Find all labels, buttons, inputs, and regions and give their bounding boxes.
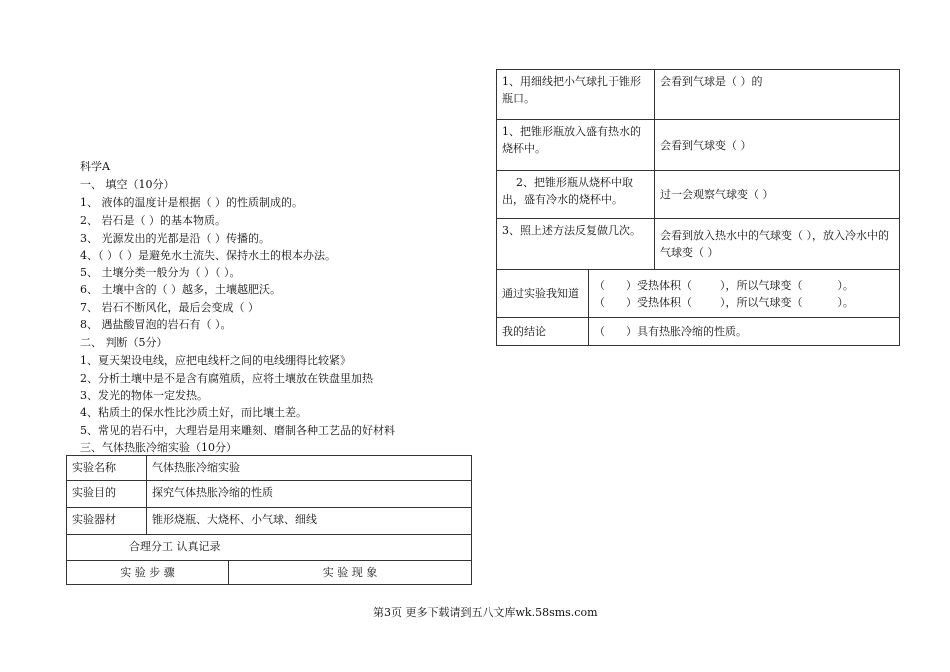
knowledge-cell: [589, 270, 900, 318]
phenomenon-cell: 会看到放入热水中的气球变（ ），放入冷水中的气球变（ ）: [655, 219, 900, 270]
judge-item-4: 4、粘质土的保水性比沙质土好，而比壤土差。: [80, 406, 307, 419]
knowledge-line-1: （ ）受热体积（ ），所以气球变（ ）。: [594, 278, 854, 292]
phenomenon-cell: 会看到气球是（ ）的: [655, 70, 900, 120]
column-header-phenomena: 实 验 现 象: [229, 561, 472, 585]
fill-item-7: 7、 岩石不断风化，最后会变成（ ）: [80, 301, 259, 314]
experiment-steps-table: [496, 69, 900, 346]
fill-item-5: 5、 土壤分类一般分为（ ）（ ）。: [80, 266, 241, 279]
fill-item-4: 4、（ ）（ ）是避免水土流失、保持水土的根本办法。: [80, 249, 336, 262]
page-footer: 第3页 更多下载请到五八文库wk.58sms.com: [373, 606, 598, 619]
step-cell: 2、把锥形瓶从烧杯中取出，盛有冷水的烧杯中。: [497, 171, 655, 219]
table-row: [497, 318, 900, 346]
step-cell: 1、把锥形瓶放入盛有热水的烧杯中。: [497, 120, 655, 171]
table-row: [67, 508, 472, 535]
division-label: 合理分工 认真记录: [67, 535, 472, 561]
table-row: [67, 481, 472, 508]
fill-item-8: 8、 遇盐酸冒泡的岩石有（ ）。: [80, 318, 232, 331]
table-row: [497, 270, 900, 318]
fill-item-6: 6、 土壤中含的（ ）越多，土壤越肥沃。: [80, 283, 281, 296]
row-value: 锥形烧瓶、大烧杯、小气球、细线: [147, 508, 472, 535]
row-label: 实验目的: [67, 481, 147, 508]
step-cell: 1、用细线把小气球扎于锥形瓶口。: [497, 70, 655, 120]
fill-item-3: 3、 光源发出的光都是沿（ ）传播的。: [80, 232, 270, 245]
judge-item-3: 3、发光的物体一定发热。: [80, 389, 208, 402]
knowledge-line-2: （ ）受热体积（ ），所以气球变（ ）。: [594, 295, 854, 309]
table-row: [497, 70, 900, 120]
row-label: 实验器材: [67, 508, 147, 535]
table-row: [497, 120, 900, 171]
fill-item-1: 1、 液体的温度计是根据（ ）的性质制成的。: [80, 196, 303, 209]
fill-item-2: 2、 岩石是（ ）的基本物质。: [80, 214, 226, 227]
document-title: 科学A: [80, 160, 110, 173]
phenomenon-cell: 过一会观察气球变（ ）: [655, 171, 900, 219]
table-row: [67, 535, 472, 561]
section-3-heading: 三、气体热胀冷缩实验（10分）: [80, 441, 237, 454]
judge-item-1: 1、夏天架设电线，应把电线杆之间的电线绷得比较紧》: [80, 354, 351, 367]
judge-item-2: 2、分析土壤中是不是含有腐殖质，应将土壤放在铁盘里加热: [80, 372, 373, 385]
table-row: [67, 456, 472, 481]
judge-item-5: 5、常见的岩石中，大理岩是用来雕刻、磨制各种工艺品的好材料: [80, 424, 395, 437]
table-row: [497, 171, 900, 219]
row-label: 实验名称: [67, 456, 147, 481]
phenomenon-cell: 会看到气球变（ ）: [655, 120, 900, 171]
conclusion-label: 我的结论: [497, 318, 589, 346]
table-row: [497, 219, 900, 270]
row-value: 探究气体热胀冷缩的性质: [147, 481, 472, 508]
step-cell: 3、照上述方法反复做几次。: [497, 219, 655, 270]
row-value: 气体热胀冷缩实验: [147, 456, 472, 481]
knowledge-label: 通过实验我知道: [497, 270, 589, 318]
section-1-heading: 一、 填空（10分）: [80, 178, 175, 191]
section-2-heading: 二、 判断（5分）: [80, 336, 168, 349]
column-header-steps: 实 验 步 骤: [67, 561, 229, 585]
table-header-row: [67, 561, 472, 585]
experiment-info-table: [66, 455, 472, 585]
conclusion-cell: （ ）具有热胀冷缩的性质。: [589, 318, 900, 346]
